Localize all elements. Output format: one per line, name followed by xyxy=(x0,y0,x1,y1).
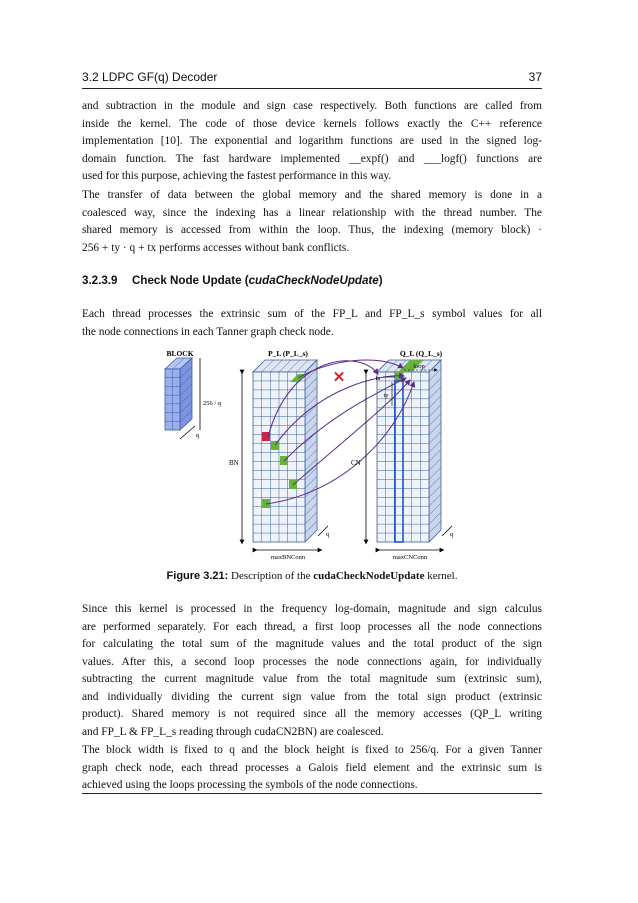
red-cross-icon: ✕ xyxy=(332,370,346,386)
maxbn-label: maxBNConn xyxy=(270,554,306,561)
cn-label: CN xyxy=(351,459,361,467)
block-label: BLOCK xyxy=(166,349,194,358)
text-line: and FP_L & FP_L_s reading through cudaCN2BN) are coalesced. xyxy=(82,725,384,738)
paragraph-5 xyxy=(82,742,542,795)
header-rule xyxy=(82,88,542,89)
ql-label: Q_L (Q_L_s) xyxy=(399,349,443,358)
green-cell xyxy=(271,441,279,450)
caption-text: Description of the xyxy=(228,570,314,582)
block-cube xyxy=(165,358,192,430)
paragraph-4 xyxy=(82,601,542,741)
caption-kernel: cudaCheckNodeUpdate xyxy=(313,570,425,582)
caption-label: Figure 3.21: xyxy=(166,570,229,582)
footer-rule xyxy=(82,793,542,794)
figure-caption xyxy=(82,570,542,582)
text-line: subtracting the current magnitude value from the total magnitude sum (extrinsic sum), xyxy=(82,673,542,685)
running-header xyxy=(82,70,542,88)
header-section: 3.2 LDPC GF(q) Decoder xyxy=(82,70,218,84)
text-line: values. After this, a second loop processes the node connections again, for individually xyxy=(82,655,542,668)
paragraph-2 xyxy=(82,187,542,257)
q-small-label: q xyxy=(196,432,200,439)
section-title-prefix: Check Node Update ( xyxy=(132,274,249,287)
text-line: product). Shared memory is not required since all the memory accesses (QP_L writing xyxy=(82,708,542,720)
text-line: the node connections in each Tanner graph check node. xyxy=(82,325,334,338)
ql-grid xyxy=(377,360,441,542)
paragraph-3 xyxy=(82,306,542,341)
text-line: coalesced way, since the indexing has a linear relationship with the thread number. The xyxy=(82,206,542,219)
ty-label: ty xyxy=(383,392,389,399)
text-line: 256 + ty · q + tx performs accesses without bank conflicts. xyxy=(82,241,350,254)
text-line: and subtraction in the module and sign case respectively. Both functions are called from xyxy=(82,100,542,112)
page-number: 37 xyxy=(528,70,542,84)
text-line: domain function. The fast hardware implemented __expf() and ___logf() functions are xyxy=(82,152,542,165)
section-kernel-name: cudaCheckNodeUpdate xyxy=(248,274,379,287)
figure-diagram xyxy=(0,344,638,569)
pl-grid xyxy=(253,360,317,542)
text-line: used for this purpose, achieving the fastest performance in this way. xyxy=(82,170,392,182)
text-line: achieved using the loops processing the symbols of the node connections. xyxy=(82,779,418,791)
text-line: for calculating the total sum of the magnitude values and the total product of the sign xyxy=(82,638,542,650)
caption-suffix: kernel. xyxy=(424,570,458,582)
bn-label: BN xyxy=(229,459,239,467)
text-line: inside the kernel. The code of those device kernels follows exactly the C++ reference xyxy=(82,117,542,130)
text-line: The block width is fixed to q and the block height is fixed to 256/q. For a given Tanner xyxy=(82,744,542,756)
section-heading xyxy=(82,274,383,287)
text-line: The transfer of data between the global memory and the shared memory is done in a xyxy=(82,189,542,201)
section-number: 3.2.3.9 xyxy=(82,274,118,287)
pl-label: P_L (P_L_s) xyxy=(268,349,308,358)
q-right-label: q xyxy=(450,531,454,538)
text-line: Each thread processes the extrinsic sum of the FP_L and FP_L_s symbol values for all xyxy=(82,308,542,320)
text-line: Since this kernel is processed in the frequency log-domain, magnitude and sign calculus xyxy=(82,603,542,615)
section-title-suffix: ) xyxy=(378,274,383,287)
text-line: are performed separately. For each thread, a first loop processes all the node connections xyxy=(82,620,542,633)
maxcn-label: maxCNConn xyxy=(392,554,428,561)
text-line: and individually dividing the current sign value from the total sign product (extrinsic xyxy=(82,690,542,703)
paragraph-1 xyxy=(82,98,542,186)
tx-label: tx xyxy=(375,375,381,382)
loop-label: loop xyxy=(413,363,425,370)
q-left-label: q xyxy=(326,531,330,538)
text-line: graph check node, each thread processes a Galois field element and the extrinsic sum is xyxy=(82,761,542,774)
text-line: shared memory is accessed from within the loop. Thus, the indexing (memory block) · xyxy=(82,224,542,236)
text-line: implementation [10]. The exponential and logarithm functions are used in the signed log- xyxy=(82,135,542,147)
dim-256q-label: 256 / q xyxy=(202,400,222,407)
